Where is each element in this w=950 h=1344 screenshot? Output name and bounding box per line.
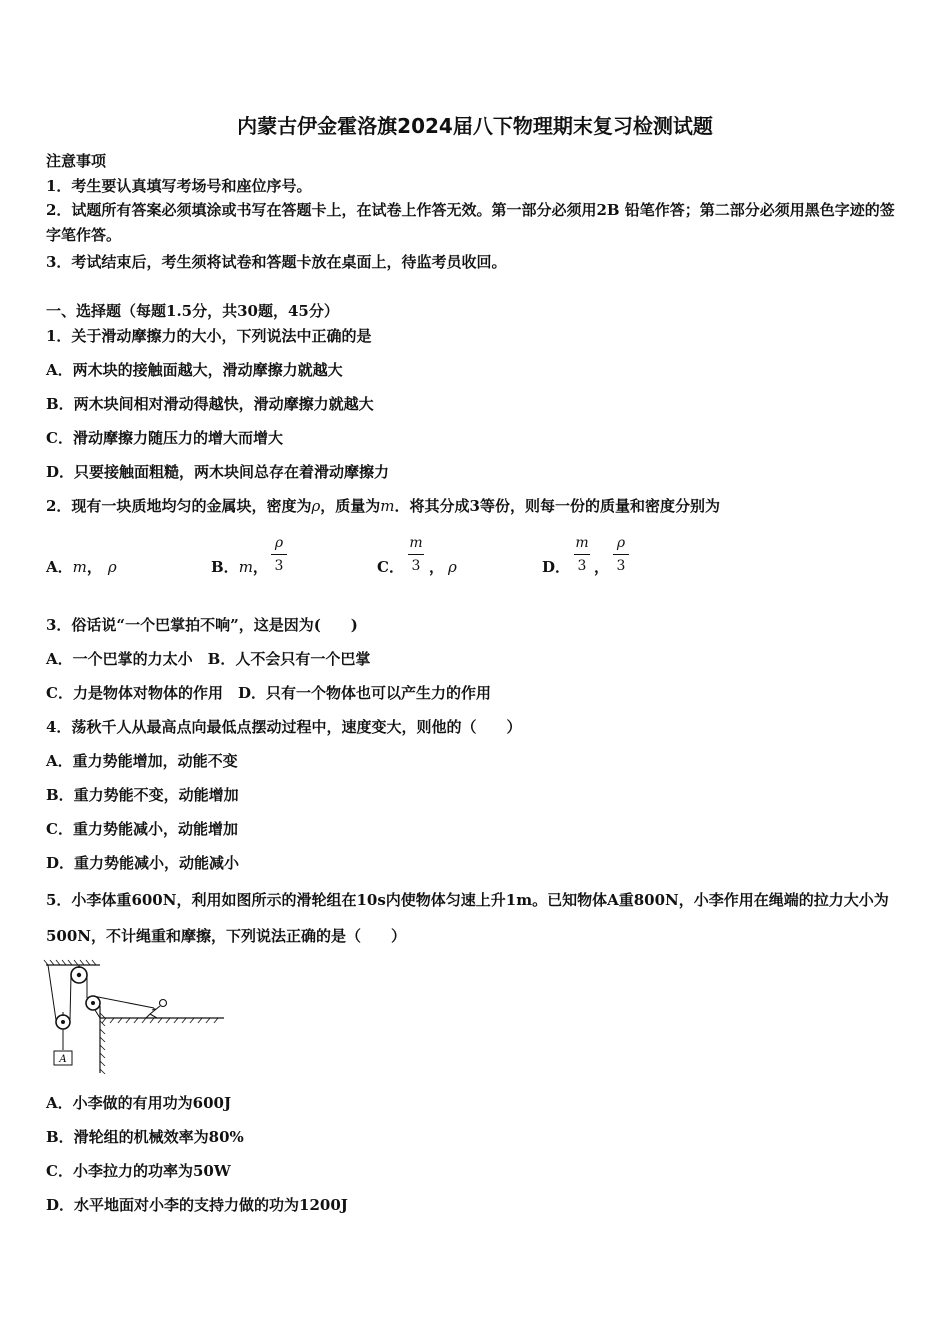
fraction-denominator: 3 bbox=[616, 558, 626, 574]
fraction-denominator: 3 bbox=[411, 558, 421, 574]
pulley-system-figure bbox=[42, 958, 232, 1076]
q5-option-c: C．小李拉力的功率为50W bbox=[46, 1162, 231, 1180]
q2-option-b-sep: ， bbox=[252, 558, 268, 576]
q1-option-c: C．滑动摩擦力随压力的增大而增大 bbox=[46, 429, 283, 447]
q2-option-a-sep: ， bbox=[86, 558, 102, 576]
q5-stem: 5．小李体重600N，利用如图所示的滑轮组在10s内使物体匀速上升1m。已知物体A重800N，小李作用在绳端的拉力大小为500N，不计绳重和摩擦，下列说法正确的是（ ） bbox=[46, 891, 889, 945]
notice-heading: 注意事项 bbox=[46, 152, 107, 170]
section-heading: 一、选择题（每题1.5分，共30题，45分） bbox=[46, 302, 339, 320]
q2-rho: ρ bbox=[311, 497, 321, 515]
q2-m: m bbox=[380, 497, 395, 515]
page-title: 内蒙古伊金霍洛旗2024届八下物理期末复习检测试题 bbox=[237, 114, 713, 138]
q2-option-a-label bbox=[46, 556, 117, 577]
fraction-numerator: m bbox=[409, 535, 423, 551]
notice-item-2: 2．试题所有答案必须填涂或书写在答题卡上，在试卷上作答无效。第一部分必须用2B 铅笔作答；第二部分必须用黑色字迹的签字笔作答。 bbox=[46, 201, 895, 244]
q2-option-a-m: m bbox=[72, 558, 87, 576]
q5-option-b: B．滑轮组的机械效率为80% bbox=[46, 1128, 244, 1146]
notice-item-3: 3．考试结束后，考生须将试卷和答题卡放在桌面上，待监考员收回。 bbox=[46, 253, 507, 271]
q1-stem: 1．关于滑动摩擦力的大小，下列说法中正确的是 bbox=[46, 327, 372, 345]
q2-option-c-rho: ρ bbox=[448, 558, 457, 576]
q4-option-c: C．重力势能减小，动能增加 bbox=[46, 820, 238, 838]
fraction-denominator: 3 bbox=[274, 558, 284, 574]
q1-option-a: A．两木块的接触面越大，滑动摩擦力就越大 bbox=[46, 361, 343, 379]
q2-option-d-fraction-1 bbox=[573, 532, 591, 577]
fraction-denominator: 3 bbox=[577, 558, 587, 574]
q3-options-ab: A．一个巴掌的力太小 B．人不会只有一个巴掌 bbox=[46, 650, 371, 668]
q1-option-b: B．两木块间相对滑动得越快，滑动摩擦力就越大 bbox=[46, 395, 374, 413]
fraction-numerator: m bbox=[575, 535, 589, 551]
fraction-numerator: ρ bbox=[616, 535, 626, 551]
q1-option-d: D．只要接触面粗糙，两木块间总存在着滑动摩擦力 bbox=[46, 463, 390, 481]
person-figure bbox=[146, 1000, 167, 1019]
q3-stem: 3．俗话说“一个巴掌拍不响”，这是因为( ) bbox=[46, 616, 358, 634]
q5-option-a: A．小李做的有用功为600J bbox=[46, 1094, 232, 1112]
q4-stem: 4．荡秋千人从最高点向最低点摆动过程中，速度变大，则他的（ ） bbox=[46, 718, 522, 736]
q2-option-d-fraction-2 bbox=[612, 532, 630, 577]
q2-stem-part-2: ，质量为 bbox=[320, 497, 381, 515]
q2-option-a-letter: A． bbox=[46, 558, 73, 576]
q2-option-c-letter: C． bbox=[377, 558, 404, 576]
q4-option-b: B．重力势能不变，动能增加 bbox=[46, 786, 239, 804]
q2-option-c-sep: ， bbox=[429, 558, 445, 576]
q2-option-b-fraction bbox=[270, 532, 288, 577]
q2-option-c-tail bbox=[429, 556, 457, 577]
q2-option-b-label bbox=[211, 556, 268, 577]
q4-option-a: A．重力势能增加，动能不变 bbox=[46, 752, 238, 770]
q2-stem-part-1: 2．现有一块质地均匀的金属块，密度为 bbox=[46, 497, 312, 515]
q3-options-cd: C．力是物体对物体的作用 D．只有一个物体也可以产生力的作用 bbox=[46, 684, 491, 702]
notice-item-1: 1．考生要认真填写考场号和座位序号。 bbox=[46, 177, 312, 195]
q2-option-d-letter: D． bbox=[542, 558, 571, 576]
q2-option-b-letter: B． bbox=[211, 558, 239, 576]
fraction-numerator: ρ bbox=[274, 535, 284, 551]
q2-options bbox=[46, 530, 906, 586]
q2-stem-part-3: ．将其分成3等份，则每一份的质量和密度分别为 bbox=[394, 497, 720, 515]
q2-option-d-sep: ， bbox=[594, 558, 610, 576]
q2-option-c-fraction bbox=[407, 532, 425, 577]
q4-option-d: D．重力势能减小，动能减小 bbox=[46, 854, 240, 872]
q2-option-b-m: m bbox=[238, 558, 253, 576]
q2-option-a-rho: ρ bbox=[107, 558, 117, 576]
q5-option-d: D．水平地面对小李的支持力做的功为1200J bbox=[46, 1196, 348, 1214]
q2-stem bbox=[46, 496, 720, 516]
block-label: A bbox=[59, 1054, 67, 1065]
